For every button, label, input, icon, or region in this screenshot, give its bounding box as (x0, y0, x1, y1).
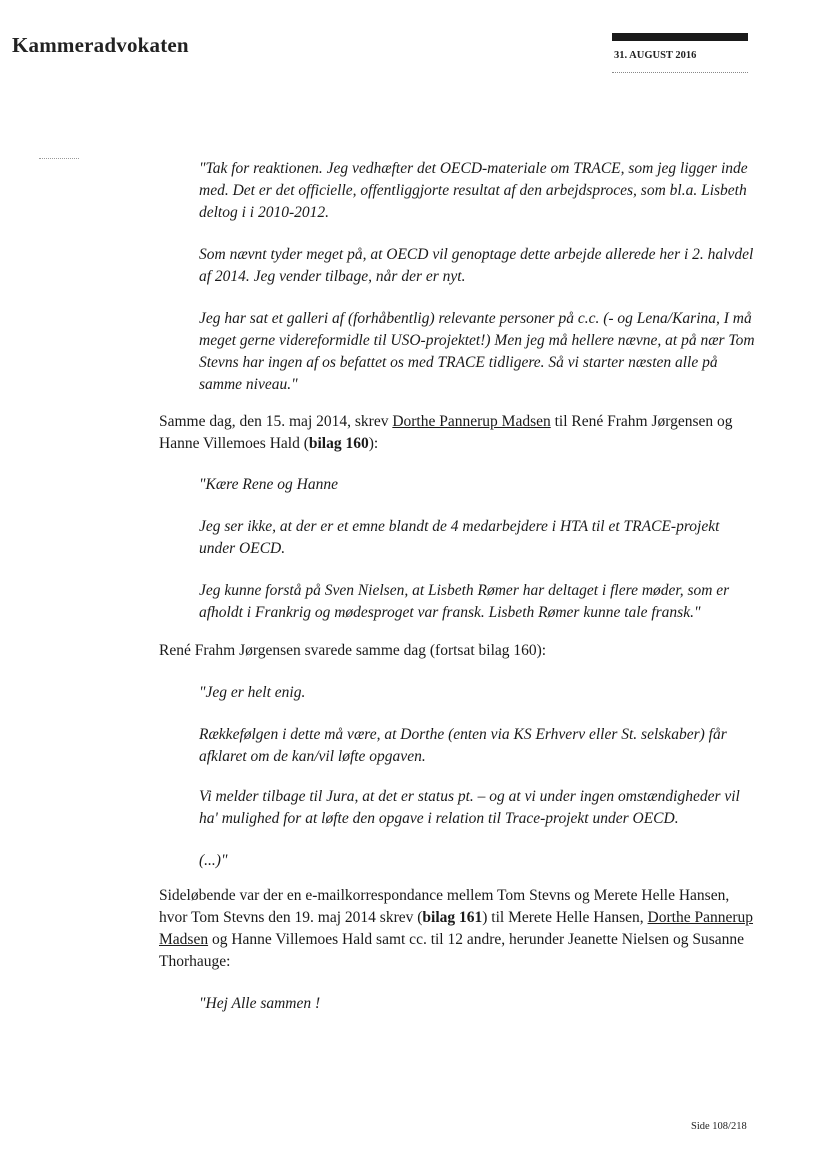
document-date: 31. AUGUST 2016 (614, 50, 697, 61)
body-paragraph: René Frahm Jørgensen svarede samme dag (fortsat bilag 160): (159, 642, 547, 659)
quote-paragraph: "Kære Rene og Hanne (199, 476, 338, 493)
text-run: ) til Merete Helle Hansen, (482, 909, 648, 926)
brand-title: Kammeradvokaten (12, 33, 189, 57)
body-paragraph (159, 885, 755, 973)
text-run: ): (368, 435, 379, 452)
quote-paragraph: "Hej Alle sammen ! (199, 995, 321, 1012)
quote-paragraph: Jeg kunne forstå på Sven Nielsen, at Lisbeth Rømer har deltaget i flere møder, som er afholdt i Frankrig og mødesproget var fransk. Lisbeth Rømer kunne tale fransk." (199, 582, 730, 621)
header-bar (612, 33, 748, 41)
text-run: til René Frahm Jørgensen og Hanne Villemoes Hald ( (159, 413, 733, 452)
quote-paragraph: Rækkefølgen i dette må være, at Dorthe (enten via KS Erhverv eller St. selskaber) får afklaret om de kan/vil løfte opgaven. (199, 726, 727, 765)
text-run: og Hanne Villemoes Hald samt cc. til 12 andre, herunder Jeanette Nielsen og Susanne Thorhauge: (159, 931, 745, 970)
exhibit-reference: bilag 161 (422, 909, 483, 926)
exhibit-reference: bilag 160 (308, 435, 369, 452)
header-rule (612, 72, 748, 73)
body-paragraph (159, 411, 755, 455)
text-run: Sideløbende var der en e-mailkorrespondance mellem Tom Stevns og Merete Helle Hansen, hvor Tom Stevns den 19. maj 2014 skrev ( (159, 887, 730, 926)
margin-rule (39, 158, 79, 159)
text-run: Samme dag, den 15. maj 2014, skrev (159, 413, 393, 430)
page-number: Side 108/218 (691, 1121, 747, 1132)
person-name: Dorthe Pannerup Madsen (159, 909, 754, 948)
quote-paragraph: Jeg ser ikke, at der er et emne blandt de 4 medarbejdere i HTA til et TRACE-projekt under OECD. (199, 518, 720, 557)
quote-paragraph: (...)" (199, 852, 228, 869)
person-name: Dorthe Pannerup Madsen (392, 413, 551, 430)
quote-paragraph: "Jeg er helt enig. (199, 684, 306, 701)
quote-paragraph: "Tak for reaktionen. Jeg vedhæfter det OECD-materiale om TRACE, som jeg ligger inde med. Det er det officielle, offentliggjorte resultat af den arbejdsproces, som bl.a. Lisbeth deltog i i 2010-2012. (199, 160, 748, 221)
quote-paragraph: Vi melder tilbage til Jura, at det er status pt. – og at vi under ingen omstændigheder vil ha' mulighed for at løfte den opgave i relation til Trace-projekt under OECD. (199, 788, 740, 827)
quote-paragraph: Som nævnt tyder meget på, at OECD vil genoptage dette arbejde allerede her i 2. halvdel af 2014. Jeg vender tilbage, når der er nyt. (199, 246, 754, 285)
quote-paragraph: Jeg har sat et galleri af (forhåbentlig) relevante personer på c.c. (- og Lena/Karina, I må meget gerne videreformidle til USO-projektet!) Men jeg må hellere nævne, at på nær Tom Stevns har ingen af os befattet os med TRACE tidligere. Så vi starter næsten alle på samme niveau." (199, 310, 755, 393)
